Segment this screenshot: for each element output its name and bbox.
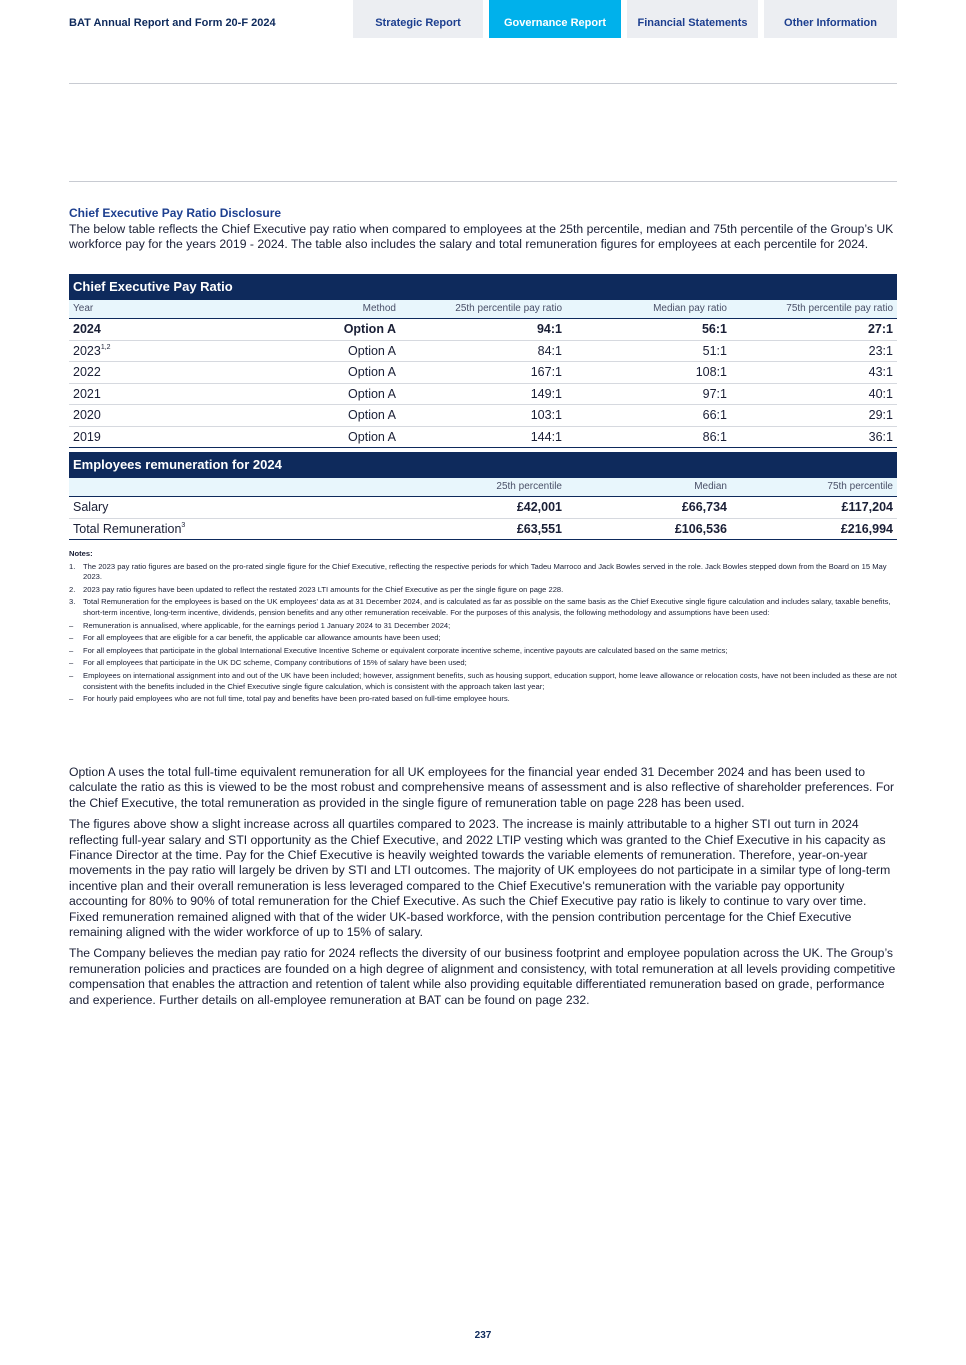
row-median: 51:1 xyxy=(702,343,727,358)
row-label-cell xyxy=(73,519,185,540)
row-p25: 84:1 xyxy=(537,343,562,358)
note-text: The 2023 pay ratio figures are based on the pro-rated single figure for the Chief Executive, reflecting the respective periods for which Tadeu Marroco and Jack Bowles served in the role. Jack Bowles stepped down from the Board on 15 May 2023. xyxy=(83,561,887,582)
row-year: 2022 xyxy=(73,365,101,379)
row-year: 2024 xyxy=(73,322,101,336)
table-row xyxy=(69,497,897,519)
note-marker: – xyxy=(69,658,74,668)
divider xyxy=(69,181,897,182)
note-marker: – xyxy=(69,670,74,680)
note-marker: 2. xyxy=(69,584,76,594)
column-header-median: Median xyxy=(694,481,727,492)
note-item xyxy=(69,646,897,657)
table-row xyxy=(69,341,897,363)
row-p75: 27:1 xyxy=(867,322,893,336)
row-median: 86:1 xyxy=(702,429,727,444)
row-p25: £42,001 xyxy=(516,500,562,514)
row-p25: 94:1 xyxy=(536,322,562,336)
column-header-p25: 25th percentile xyxy=(496,481,562,492)
notes-title: Notes: xyxy=(69,549,93,558)
row-year: 2020 xyxy=(73,408,101,422)
column-header-p25: 25th percentile pay ratio xyxy=(455,303,562,314)
row-year-cell xyxy=(73,341,111,362)
row-p75: 29:1 xyxy=(868,408,893,422)
row-median: £66,734 xyxy=(681,500,727,514)
table-header-row xyxy=(69,478,897,497)
note-item xyxy=(69,597,897,618)
page-number: 237 xyxy=(474,1330,492,1341)
row-p75: 36:1 xyxy=(868,429,893,444)
note-text: Remuneration is annualised, where applicable, for the earnings period 1 January 2024 to 31 December 2024; xyxy=(83,620,451,630)
body-paragraph: The Company believes the median pay ratio for 2024 reflects the diversity of our business footprint and employee population across the UK. The Group’s remuneration policies and practices are founded on a high degree of alignment and consistency, with total remuneration at all levels providing competitive compensation that enables the attraction and retention of talent while also providing equitable differentiated remuneration based on grade, performance and experience. Further details on all-employee remuneration at BAT can be found on page 232. xyxy=(69,946,896,1007)
note-text: For all employees that participate in the global International Executive Incentive Scheme or equivalent corporate incentive scheme, incentive payouts are calculated based on the same metrics; xyxy=(83,645,728,655)
row-p25: 103:1 xyxy=(530,408,562,422)
note-item xyxy=(69,658,897,669)
row-label: Salary xyxy=(73,500,109,514)
row-median: 97:1 xyxy=(702,386,727,401)
note-text: Total Remuneration for the employees is based on the UK employees’ data as at 31 December 2024, and is calculated as far as possible on the same basis as the Chief Executive single figure calculation and includes salary, taxable benefits, short-term incentive, long-term incentive, dividends, pension benefits and any other remuneration receivable. For the purposes of this analysis, the following methodology and assumptions have been used: xyxy=(83,597,891,617)
row-method: Option A xyxy=(348,365,396,379)
body-text xyxy=(69,765,899,1014)
column-header-method: Method xyxy=(362,303,396,314)
note-marker: – xyxy=(69,694,74,704)
note-item xyxy=(69,671,897,692)
table-row xyxy=(69,405,897,427)
row-median: £106,536 xyxy=(674,521,727,536)
table-row xyxy=(69,519,897,541)
tab-governance-report[interactable]: Governance Report xyxy=(489,0,621,38)
body-paragraph: The figures above show a slight increase across all quartiles compared to 2023. The increase is mainly attributable to a higher STI out turn in 2024 reflecting full-year salary and STI opportunity as the Chief Executive, and 2022 LTIP vesting which was granted to the Chief Executive in his capacity as Finance Director at the time. Pay for the Chief Executive is heavily weighted towards the variable elements of remuneration. Therefore, year-on-year movements in the pay ratio will largely be driven by STI and LTI outcomes. The majority of UK employees do not participate in a similar type of long-term incentive plan and their overall remuneration is less leveraged compared to the Chief Executive's remuneration with the variable pay opportunity accounting for 80% to 90% of total remuneration for the Chief Executive. As such the Chief Executive pay ratio is likely to continue to vary over time. Fixed remuneration remained aligned with that of the wider UK-based workforce, with the pension contribution percentage for the Chief Executive remaining aligned with the wider workforce of up to 15% of salary. xyxy=(69,817,891,940)
tab-financial-statements[interactable]: Financial Statements xyxy=(627,0,758,38)
table-row xyxy=(69,362,897,384)
row-p75: 23:1 xyxy=(868,343,893,358)
row-method: Option A xyxy=(348,386,396,401)
table-title: Chief Executive Pay Ratio xyxy=(69,274,897,300)
row-year: 2021 xyxy=(73,386,101,401)
note-text: For hourly paid employees who are not full time, total pay and benefits have been pro-rated based on full-time employee hours. xyxy=(83,694,510,704)
row-p75: £216,994 xyxy=(840,521,893,536)
note-text: 2023 pay ratio figures have been updated to reflect the restated 2023 LTI amounts for the Chief Executive as per the single figure on page 228. xyxy=(83,584,564,594)
row-p75: 43:1 xyxy=(868,365,893,379)
column-header-p75: 75th percentile pay ratio xyxy=(786,303,893,314)
table-title: Employees remuneration for 2024 xyxy=(69,452,897,478)
row-p75: £117,204 xyxy=(841,500,893,514)
row-p75: 40:1 xyxy=(868,386,893,401)
document-title: BAT Annual Report and Form 20-F 2024 xyxy=(69,17,276,29)
row-method: Option A xyxy=(348,408,396,422)
tab-strategic-report[interactable]: Strategic Report xyxy=(353,0,483,38)
row-method: Option A xyxy=(348,343,396,358)
note-item xyxy=(69,694,897,705)
divider xyxy=(69,83,897,84)
table-header-row xyxy=(69,300,897,319)
footnote-ref: 1,2 xyxy=(100,343,111,351)
note-text: For all employees that participate in the UK DC scheme, Company contributions of 15% of salary have been used; xyxy=(83,658,467,668)
row-median: 66:1 xyxy=(702,408,727,422)
note-item xyxy=(69,633,897,644)
row-p25: 167:1 xyxy=(530,365,562,379)
column-header-p75: 75th percentile xyxy=(827,481,893,492)
note-item xyxy=(69,562,897,583)
note-item xyxy=(69,585,897,596)
column-header-median: Median pay ratio xyxy=(653,303,727,314)
note-text: For all employees that are eligible for a car benefit, the applicable car allowance amounts have been used; xyxy=(83,633,441,643)
note-marker: – xyxy=(69,633,74,643)
row-median: 56:1 xyxy=(701,322,727,336)
table-row xyxy=(69,319,897,341)
note-item xyxy=(69,621,897,632)
row-method: Option A xyxy=(343,322,396,336)
row-year: 2023 xyxy=(73,343,101,358)
row-p25: 144:1 xyxy=(530,429,562,444)
footnote-ref: 3 xyxy=(181,521,186,529)
table-row xyxy=(69,427,897,449)
pay-ratio-table xyxy=(69,274,897,448)
body-paragraph: Option A uses the total full-time equivalent remuneration for all UK employees for the financial year ended 31 December 2024 and has been used to calculate the ratio as this is viewed to be the most robust and comprehensive means of assessment and is also reflective of shareholder preferences. For the Chief Executive, the total remuneration as provided in the single figure of remuneration table on page 228 has been used. xyxy=(69,765,895,810)
employees-remuneration-table xyxy=(69,452,897,540)
row-p25: 149:1 xyxy=(530,386,562,401)
row-method: Option A xyxy=(348,429,396,444)
column-header-year: Year xyxy=(73,303,94,314)
note-marker: – xyxy=(69,645,74,655)
note-marker: – xyxy=(69,620,74,630)
row-label: Total Remuneration xyxy=(73,521,182,536)
row-median: 108:1 xyxy=(695,365,727,379)
note-marker: 1. xyxy=(69,561,76,571)
note-text: Employees on international assignment into and out of the UK have been included; however, assignment benefits, such as housing support, education support, home leave allowance or relocation costs, have not been included as these are not consistent with the benefits included in the Chief Executive single figure calculation, which is consistent with the approach taken last year; xyxy=(83,670,897,691)
table-row xyxy=(69,384,897,406)
tab-other-information[interactable]: Other Information xyxy=(764,0,897,38)
row-p25: £63,551 xyxy=(516,521,562,536)
section-heading: Chief Executive Pay Ratio Disclosure xyxy=(69,206,282,220)
notes-section xyxy=(69,549,897,707)
note-marker: 3. xyxy=(69,597,76,607)
intro-paragraph: The below table reflects the Chief Executive pay ratio when compared to employees at the 25th percentile, median and 75th percentile of the Group’s UK workforce pay for the years 2019 - 2024. The table also includes the salary and total remuneration figures for employees at each percentile for 2024. xyxy=(69,222,894,252)
row-year: 2019 xyxy=(73,429,101,444)
